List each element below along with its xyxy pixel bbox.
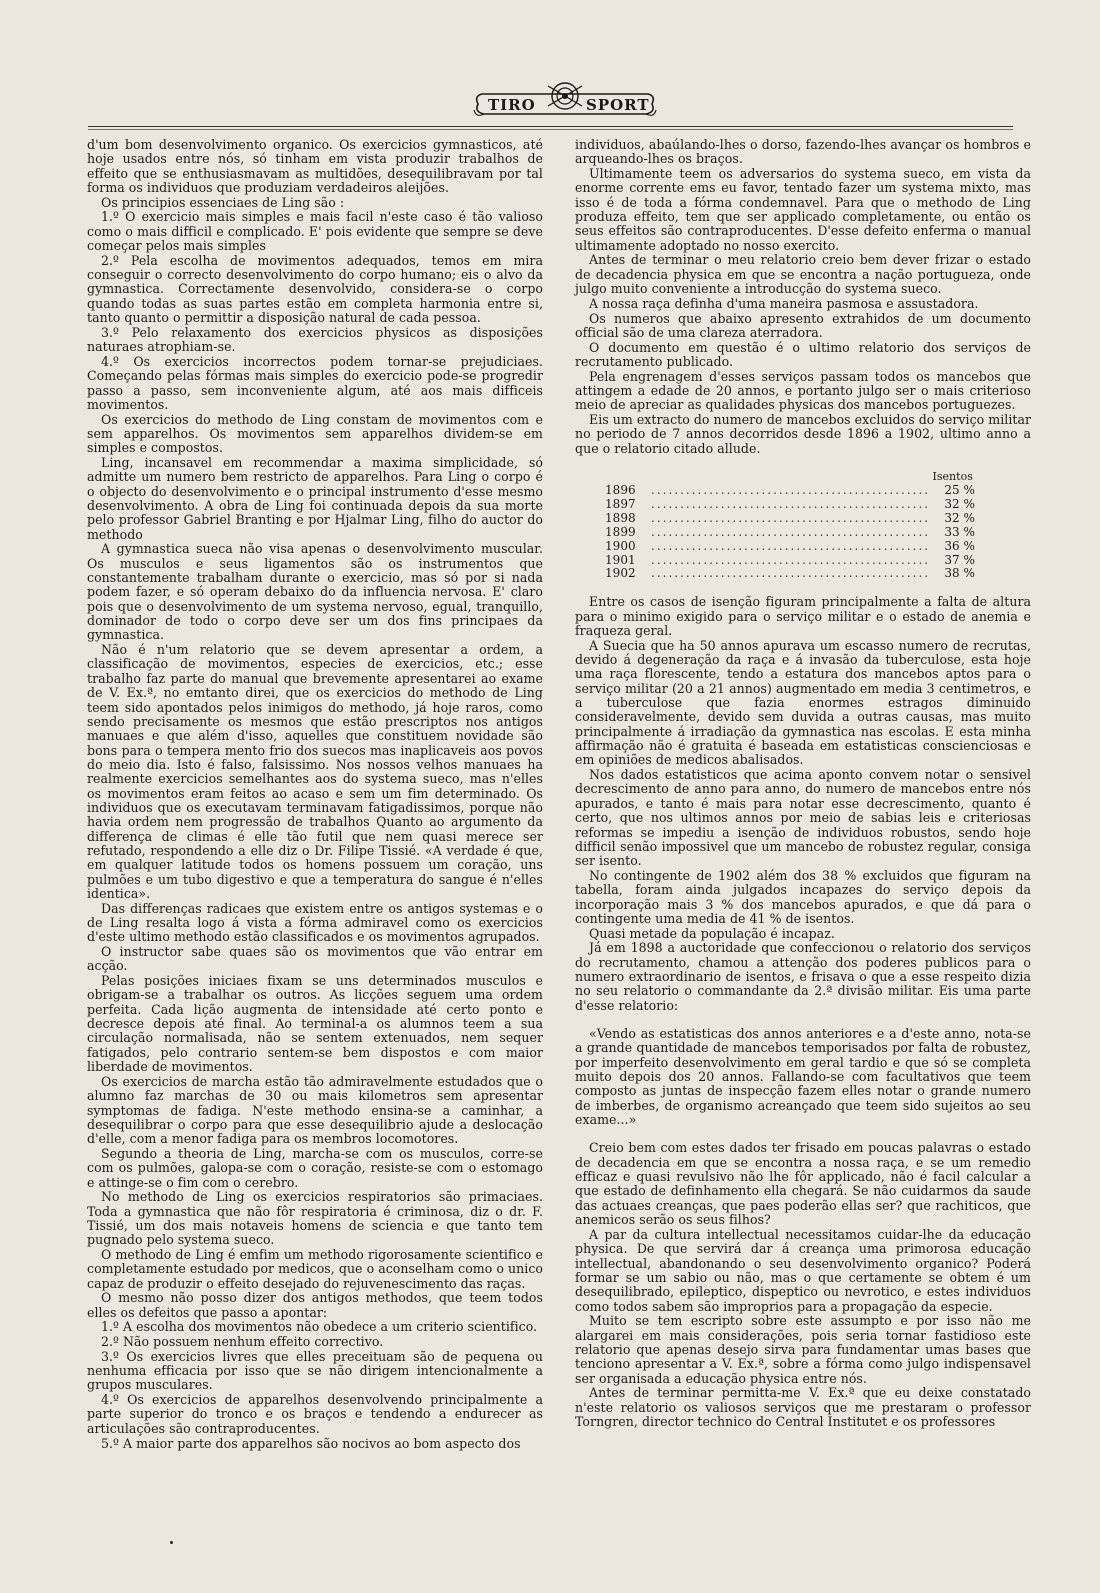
table-row	[605, 554, 975, 568]
paragraph: O instructor sabe quaes são os movimentos que vão entrar em acção.	[87, 944, 543, 974]
table-year: 1899	[605, 524, 636, 539]
paragraph: A nossa raça definha d'uma maneira pasmosa e assustadora.	[589, 295, 979, 311]
leader-dots	[651, 554, 929, 568]
paragraph: Pelas posições iniciaes fixam se uns determinados musculos e obrigam-se a trabalhar os outros. As licções seguem uma ordem perfeita. Cada lição augmenta de intensidade até certo ponto e decresce depois até final. Ao terminal-a os alumnos teem a sua circulação normalisada, não se sentem extenuados, nem sequer fatigados, pelo contrario sentem-se bem dispostos e com maior liberdade de movimentos.	[87, 973, 543, 1075]
paragraph: A Suecia que ha 50 annos apurava um escasso numero de recrutas, devido á degeneração da raça e á invasão da tuberculose, esta hoje uma raça florescente, tendo a estatura dos mancebos aptos para o serviço militar (20 a 21 annos) augmentado em media 3 centimetros, e a tuberculose que fazia enormes estragos diminuido consideravelmente, devido sem duvida a outras causas, mas muito principalmente á irradiação da gymnastica nas escolas. E esta minha affirmação não é gratuita é baseada em estatisticas conscienciosas e em opiniões de medicos abalisados.	[575, 637, 1031, 768]
table-row	[605, 498, 975, 512]
paragraph: Das differenças radicaes que existem entre os antigos systemas e o de Ling resalta logo á vista a fórma admiravel como os exercicios d'este ultimo methodo estão classificados e os movimentos agrupados.	[87, 900, 543, 945]
paragraph: O methodo de Ling é emfim um methodo rigorosamente scientifico e completamente estudado por medicos, que o aconselham como o unico capaz de produzir o effeito desejado do rejuvenescimento das raças.	[87, 1246, 543, 1291]
table-year: 1901	[605, 552, 636, 567]
paragraph: A gymnastica sueca não visa apenas o desenvolvimento muscular. Os musculos e seus ligamentos são os instrumentos que constantemente trabalham durante o exercicio, mas só por si nada podem fazer, e só operam debaixo do da influencia nervosa. E' claro pois que o desenvolvimento de um systema nervoso, egual, tranquillo, dominador de todo o corpo deve ser um dos fins principaes da gymnastica.	[87, 541, 543, 643]
table-percent: 36 %	[944, 538, 975, 553]
paragraph: Quasi metade da população é incapaz.	[589, 925, 835, 941]
paragraph: No contingente de 1902 além dos 38 % excluidos que figuram na tabella, foram ainda julgados incapazes do serviço depois da incorporação mais 3 % dos mancebos apurados, e que dá para o contingente uma media de 41 % de isentos.	[575, 867, 1031, 926]
table-row	[605, 484, 975, 498]
paragraph: Os exercicios de marcha estão tão admiravelmente estudados que o alumno faz marchas de 30 ou mais kilometros sem apresentar symptomas de fadiga. N'este methodo ensina-se a caminhar, a desequilibrar o corpo para que esse desequilibrio ajude a deslocação d'elle, com a menor fadiga para os membros locomotores.	[87, 1073, 543, 1147]
leader-dots	[651, 526, 929, 540]
paragraph: Os numeros que abaixo apresento extrahidos de um documento official são de uma clareza aterradora.	[575, 310, 1031, 340]
paragraph: Já em 1898 a auctoridade que confeccionou o relatorio dos serviços do recrutamento, chamou a attenção dos poderes publicos para o numero extraordinario de isentos, e frisava o que a esse respeito dizia no seu relatorio o commandante da 2.ª divisão militar. Eis uma parte d'esse relatorio:	[575, 940, 1031, 1013]
paragraph: Segundo a theoria de Ling, marcha-se com os musculos, corre-se com os pulmões, galopa-se com o coração, resiste-se com o estomago e attinge-se o fim com o cerebro.	[87, 1145, 543, 1190]
paragraph: O documento em questão é o ultimo relatorio dos serviços de recrutamento publicado.	[575, 339, 1031, 369]
table-row	[605, 526, 975, 540]
leader-dots	[651, 540, 929, 554]
masthead-title: TIRO	[488, 96, 536, 114]
paragraph: Os principios essenciaes de Ling são :	[101, 194, 345, 210]
table-year: 1900	[605, 538, 636, 553]
exemptions-table	[605, 470, 975, 581]
leader-dots	[651, 567, 929, 581]
table-percent: 32 %	[944, 496, 975, 511]
paragraph: 3.º Os exercicios livres que elles preceituam são de pequena ou nenhuma efficacia por isso que se não dirigem intencionalmente a grupos musculares.	[87, 1348, 543, 1393]
masthead-emblem	[470, 74, 660, 120]
paragraph: Eis um extracto do numero de mancebos excluidos do serviço militar no periodo de 7 annos decorridos desde 1896 a 1902, ultimo anno a que o relatorio citado allude.	[575, 411, 1032, 456]
paragraph: 1.º O exercicio mais simples e mais facil n'este caso é tão valioso como o mais difficil e complicado. E' pois evidente que sempre se deve começar pelos mais simples	[87, 209, 543, 254]
paragraph: 4.º Os exercicios incorrectos podem tornar-se prejudiciaes. Começando pelas fórmas mais simples do exercicio pode-se progredir passo a passo, sem inconveniente algum, até aos mais difficeis movimentos.	[87, 353, 543, 412]
table-year: 1897	[605, 496, 636, 511]
paragraph: 3.º Pelo relaxamento dos exercicios physicos as disposições naturaes atrophiam-se.	[87, 324, 543, 355]
paragraph: Não é n'um relatorio que se devem apresentar a ordem, a classificação de movimentos, especies de exercicios, etc.; esse trabalho faz parte do manual que brevemente apresentarei ao exame de V. Ex.ª, no emtanto direi, que os exercicios do methodo de Ling teem sido apontados pelos inimigos do methodo, já hoje raros, como sendo precisamente os mesmos que estão prescriptos nos antigos manuaes e que além d'isso, aquelles que constituem novidade são bons para o tempera mento frio dos suecos mas inaplicaveis aos povos do meio dia. Isto é falso, falsissimo. Nos nossos velhos manuaes ha realmente exercicios semelhantes aos do systema sueco, mas n'elles os movimentos eram feitos ao acaso e sem um fim determinado. Os individuos que os executavam terminavam fatigadissimos, porque não havia ordem nem progressão de trabalhos Quanto ao argumento da differença de climas é elle tão futil que nem quasi merece ser refutado, respondendo a elle diz o Dr. Filipe Tissié. «A verdade é que, em qualquer latitude todos os homens possuem um coração, uns pulmões e um tubo digestivo e que a temperatura do sangue é n'elles identica».	[87, 642, 543, 901]
block-quote: «Vendo as estatisticas dos annos anteriores e a d'este anno, nota-se a grande quantidade de mancebos temporisados por falta de robustez, por imperfeito desenvolvimento em geral tardio e que só se completa muito depois dos 20 annos. Fallando-se com facultativos que teem composto as juntas de inspecção fazem elles notar o grande numero de imberbes, de organismo acreançado que teem sido sujeitos ao seu exame...»	[575, 1026, 1031, 1128]
paragraph: 4.º Os exercicios de apparelhos desenvolvendo principalmente a parte superior do tronco e os braços e tendendo a endurecer as articulações são contraproducentes.	[87, 1392, 543, 1436]
right-column	[575, 138, 1031, 1430]
table-row	[605, 567, 975, 581]
table-row	[605, 540, 975, 554]
paragraph: Entre os casos de isenção figuram principalmente a falta de altura para o minimo exigido para o serviço militar e o estado de anemia e fraqueza geral.	[575, 594, 1031, 638]
paragraph: 2.º Pela escolha de movimentos adequados, temos em mira conseguir o correcto desenvolvimento do corpo humano; eis o alvo da gymnastica. Correctamente desenvolvido, considera-se o corpo quando todas as suas partes estão em completa harmonia entre si, tanto quanto o permittir a disposição natural de cada pessoa.	[87, 252, 543, 326]
paragraph: No methodo de Ling os exercicios respiratorios são primaciaes. Toda a gymnastica que não fôr respiratoria é criminosa, diz o dr. F. Tissié, um dos mais notaveis homens de sciencia e que tanto tem pugnado pelo systema sueco.	[87, 1189, 543, 1248]
paragraph: 1.º A escolha dos movimentos não obedece a um criterio scientifico.	[101, 1319, 538, 1335]
table-row	[605, 512, 975, 526]
paragraph: 2.º Não possuem nenhum effeito correctivo.	[101, 1334, 384, 1350]
paragraph: Muito se tem escripto sobre este assumpto e por isso não me alargarei em mais considerações, pois seria tornar fastidioso este relatorio que apenas desejo sirva para fundamentar umas bases que tenciono apresentar a V. Ex.ª, sobre a fórma como julgo indispensavel ser organisada a educação physica entre nós.	[575, 1313, 1031, 1386]
header-rule-thin	[88, 129, 1013, 130]
table-percent: 25 %	[944, 482, 975, 497]
paragraph: A par da cultura intellectual necessitamos cuidar-lhe da educação physica. De que servirá dar á creança uma primorosa educação intellectual, abandonando o seu desenvolvimento organico? Poderá formar se um sabio ou não, mas o que certamente se obtem é um desequilibrado, epileptico, dispeptico ou nevrotico, e estes individuos como todos sabem são improprios para a propagação da especie.	[575, 1226, 1031, 1314]
paragraph: individuos, abaúlando-lhes o dorso, fazendo-lhes avançar os hombros e arqueando-lhes os braços.	[575, 137, 1031, 167]
table-column-header: Isentos	[932, 469, 973, 483]
paragraph: Ultimamente teem os adversarios do systema sueco, em vista da enorme corrente ems eu favor, tentado fazer um systema mixto, mas isso é de toda a fórma condemnavel. Para que o methodo de Ling produza effeito, tem que ser applicado completamente, ou então os seus effeitos são contraproducentes. D'esse defeito enferma o manual ultimamente adoptado no nosso exercito.	[575, 166, 1031, 253]
masthead-logo	[470, 74, 660, 120]
paragraph: Pela engrenagem d'esses serviços passam todos os mancebos que attingem a edade de 20 annos, e portanto julgo ser o mais criterioso meio de apreciar as qualidades physicas dos mancebos portuguezes.	[575, 368, 1031, 413]
header-rule	[88, 126, 1013, 127]
table-year: 1898	[605, 510, 636, 525]
table-percent: 33 %	[944, 524, 975, 539]
paragraph: d'um bom desenvolvimento organico. Os exercicios gymnasticos, até hoje usados entre nós, só tinham em vista produzir trabalhos de effeito que se enthusiasmavam as multidões, desequilibravam por tal forma os individuos que produziam verdadeiros aleijões.	[87, 137, 543, 196]
left-column	[87, 138, 543, 1451]
leader-dots	[651, 512, 929, 526]
table-year: 1896	[605, 482, 636, 497]
leader-dots	[651, 484, 929, 498]
paragraph: Ling, incansavel em recommendar a maxima simplicidade, só admitte um numero bem restricto de apparelhos. Para Ling o corpo é o objecto do desenvolvimento e o principal instrumento d'esse mesmo desenvolvimento. A obra de Ling foi continuada depois da sua morte pelo professor Gabriel Branting e por Hjalmar Ling, filho do auctor do methodo	[87, 454, 543, 542]
table-year: 1902	[605, 566, 636, 581]
table-percent: 38 %	[944, 566, 975, 581]
paragraph: Nos dados estatisticos que acima aponto convem notar o sensivel decrescimento de anno para anno, do numero de mancebos entre nós apurados, e tanto é mais para notar esse decrescimento, quanto é certo, que nos ultimos annos por meio de sabias leis e criteriosas reformas se impediu a isenção de individuos robustos, sendo hoje difficil senão impossivel que um mancebo de robustez regular, consiga ser isento.	[575, 767, 1031, 869]
paragraph: 5.º A maior parte dos apparelhos são nocivos ao bom aspecto dos	[101, 1435, 521, 1451]
svg-text:SPORT: SPORT	[586, 96, 650, 114]
paragraph: Os exercicios do methodo de Ling constam de movimentos com e sem apparelhos. Os movimentos sem apparelhos dividem-se em simples e compostos.	[87, 411, 543, 456]
paragraph: Antes de terminar o meu relatorio creio bem dever frizar o estado de decadencia physica em que se encontra a nação portugueza, onde julgo muito conveniente a introducção do systema sueco.	[575, 252, 1031, 297]
table-percent: 37 %	[944, 552, 975, 567]
paragraph: O mesmo não posso dizer dos antigos methodos, que teem todos elles os defeitos que passo a apontar:	[87, 1290, 543, 1320]
paragraph: Antes de terminar permitta-me V. Ex.ª que eu deixe constatado n'este relatorio os valiosos serviços que me prestaram o professor Torngren, director technico do Central Institutet e os professores	[575, 1385, 1031, 1429]
leader-dots	[651, 498, 929, 512]
paragraph: Creio bem com estes dados ter frisado em poucas palavras o estado de decadencia em que se encontra a nossa raça, e se um remedio efficaz e quasi revulsivo não lhe fôr applicado, não é facil calcular a que estado de definhamento ella chegará. Se não cuidarmos da saude das actuaes creanças, que paes poderão ellas ser? que rachiticos, que anemicos serão os seus filhos?	[575, 1140, 1031, 1228]
table-percent: 32 %	[944, 510, 975, 525]
print-speck	[170, 1541, 173, 1544]
